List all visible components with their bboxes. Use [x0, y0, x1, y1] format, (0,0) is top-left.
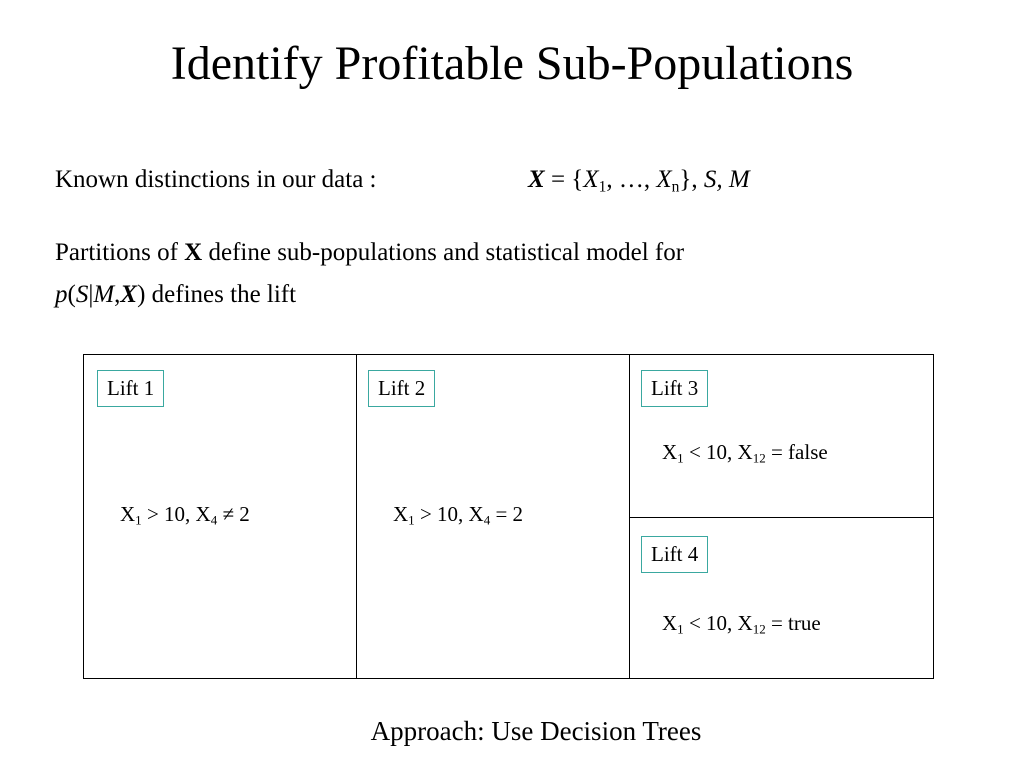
partition-open: ( — [67, 281, 76, 308]
slide-title: Identify Profitable Sub-Populations — [170, 37, 854, 90]
partition-x: X — [120, 281, 138, 308]
lift-1-label: Lift 1 — [97, 370, 164, 407]
partition-s: S — [75, 281, 89, 308]
grid-divider-horizontal — [629, 517, 934, 518]
formula-sub1: 1 — [598, 178, 607, 196]
partition-p: p — [55, 281, 68, 308]
lift-4-condition: $X_1 < 10$, $X_{12}$ = true — [662, 611, 821, 637]
lift-2-condition: $X_1 > 10$, $X_4 = 2$ — [393, 502, 524, 528]
formula-xn: X — [656, 166, 672, 193]
lift-3-label: Lift 3 — [641, 370, 708, 407]
lift-3-condition: $X_1 < 10$, $X_{12}$ = false — [662, 440, 828, 466]
x-bold-symbol: X — [528, 166, 545, 193]
partition-bar: | — [88, 281, 94, 308]
lift-4-label: Lift 4 — [641, 536, 708, 573]
known-distinctions-formula — [528, 166, 750, 194]
partition-text-3: ) defines the lift — [137, 281, 297, 308]
approach-footer: Approach: Use Decision Trees — [370, 716, 702, 746]
formula-ellipsis: , …, — [606, 166, 657, 193]
partition-text-2: define sub-populations and statistical model for — [202, 239, 685, 266]
lift-1-condition: $X_1 > 10$, $X_4 \ne 2$ — [120, 502, 250, 528]
partition-paragraph — [55, 232, 955, 316]
formula-subn: n — [671, 178, 680, 196]
partition-text-1: Partitions of — [55, 239, 185, 266]
formula-eq-open: = { — [544, 166, 584, 193]
partition-comma: , — [114, 281, 121, 308]
known-distinctions-text: Known distinctions in our data : — [55, 166, 377, 193]
formula-close: }, — [679, 166, 704, 193]
lift-2-label: Lift 2 — [368, 370, 435, 407]
grid-divider-1 — [356, 355, 357, 678]
formula-sm: S, M — [703, 166, 750, 193]
known-distinctions-line — [55, 166, 750, 196]
partition-m: M — [93, 281, 115, 308]
formula-x1: X — [583, 166, 599, 193]
partition-x-bold: X — [184, 239, 203, 266]
partition-grid — [83, 354, 934, 679]
